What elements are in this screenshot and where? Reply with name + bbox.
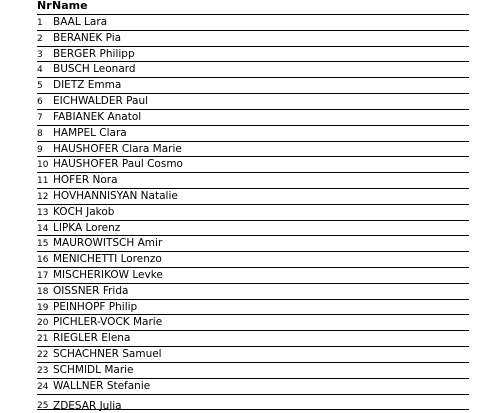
student-name: HAUSHOFER Paul Cosmo [53,158,183,171]
row-number: 14 [37,223,49,234]
row-number: 24 [37,381,49,392]
row-number: 22 [37,350,49,361]
table-row [37,268,469,284]
student-name: RIEGLER Elena [53,332,131,345]
row-number: 11 [37,176,49,187]
table-row [37,205,469,221]
student-name: LIPKA Lorenz [53,221,121,234]
table-body [37,15,469,410]
student-name: PICHLER-VOCK Marie [53,316,163,329]
header-name: Name [52,0,88,12]
table-header [37,0,469,15]
student-name: BAAL Lara [53,16,108,28]
table-row [37,31,469,47]
student-name: KOCH Jakob [53,205,115,218]
student-name: BUSCH Leonard [53,63,136,76]
student-name: BERGER Philipp [53,47,135,60]
table-row [37,47,469,63]
table-row [37,363,469,379]
student-name: MISCHERIKOW Levke [53,269,163,281]
student-name: SCHMIDL Marie [53,363,134,376]
student-name: DIETZ Emma [53,79,122,92]
class-list-table [37,0,469,410]
table-row [37,157,469,173]
row-number: 25 [37,400,49,411]
header-nr: Nr [37,0,52,12]
table-row [37,189,469,205]
student-name: HOVHANNISYAN Natalie [53,189,178,202]
table-row [37,315,469,331]
student-name: FABIANEK Anatol [53,110,142,123]
student-name: HOFER Nora [53,174,118,187]
student-name: HAUSHOFER Clara Marie [53,142,182,155]
table-row [37,300,469,316]
row-number: 13 [37,207,49,218]
table-row [37,126,469,142]
table-row [37,62,469,78]
row-number: 1 [37,18,43,28]
row-number: 15 [37,239,49,250]
student-name: MENICHETTI Lorenzo [53,253,162,266]
student-name: OISSNER Frida [53,284,129,297]
row-number: 12 [37,191,49,202]
student-name: HAMPEL Clara [53,126,127,139]
row-number: 3 [37,49,43,60]
row-number: 2 [37,33,43,44]
table-row [37,379,469,395]
table-row [37,284,469,300]
table-row [37,347,469,363]
table-row [37,331,469,347]
row-number: 19 [37,302,49,313]
student-name: BERANEK Pia [53,31,122,44]
table-row [37,110,469,126]
row-number: 7 [37,112,43,123]
table-row [37,94,469,110]
row-number: 21 [37,334,49,345]
student-name: PEINHOPF Philip [53,300,138,313]
student-name: MAUROWITSCH Amir [53,237,163,250]
row-number: 10 [37,160,49,171]
student-name: WALLNER Stefanie [53,379,151,392]
row-number: 4 [37,65,43,76]
student-name: ZDESAR Julia [53,399,122,412]
row-number: 16 [37,255,49,266]
student-name: SCHACHNER Samuel [53,348,162,361]
table-row [37,252,469,268]
row-number: 23 [37,365,49,376]
row-number: 17 [37,271,49,281]
row-number: 8 [37,128,43,139]
table-row [37,236,469,252]
row-number: 9 [37,144,43,155]
row-number: 18 [37,286,49,297]
student-name: EICHWALDER Paul [53,95,149,108]
row-number: 20 [37,318,49,329]
row-number: 5 [37,81,43,92]
table-row [37,142,469,158]
table-row [37,15,469,31]
table-row [37,173,469,189]
row-number: 6 [37,97,43,108]
table-row [37,221,469,237]
table-row [37,395,469,411]
table-row [37,78,469,94]
